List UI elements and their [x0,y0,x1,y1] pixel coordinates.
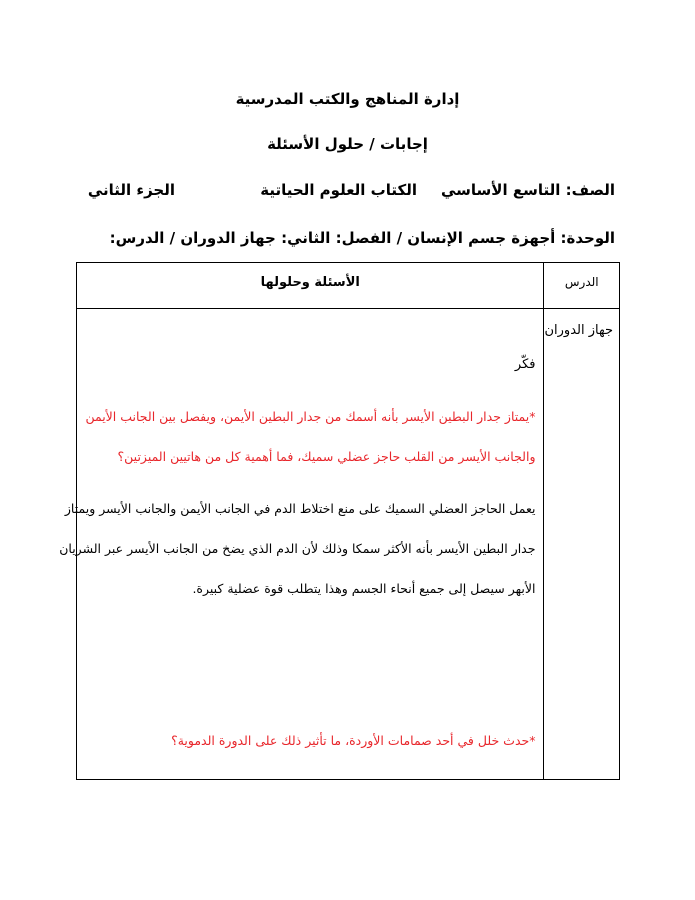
lesson-name-cell: جهاز الدوران [544,309,620,780]
question-1-line-2: والجانب الأيسر من القلب حاجز عضلي سميك، فما أهمية كل من هاتيين الميزتين؟ [117,449,536,464]
header-lesson-cell: الدرس [544,263,620,309]
book-label: الكتاب العلوم الحياتية [260,181,417,199]
grade-label: الصف: التاسع الأساسي [440,181,615,199]
qa-content-cell [59,309,544,780]
answer-1-line-2: جدار البطين الأيسر بأنه الأكثر سمكا وذلك لأن الدم الذي يضخ من الجانب الأيسر عبر الشريان [59,541,536,556]
question-1-line-1: *يمتاز جدار البطين الأيسر بأنه أسمك من جدار البطين الأيمن، ويفصل بين الجانب الأيمن [85,409,536,424]
answer-1-line-1: يعمل الحاجز العضلي السميك على منع اختلاط الدم في الجانب الأيمن والجانب الأيسر ويمتاز [64,501,536,516]
table-body-row [77,309,620,780]
think-label: فكّر [514,357,536,372]
page-subtitle: إجابات / حلول الأسئلة [267,135,428,153]
answer-1-line-3: الأبهر سيصل إلى جميع أنحاء الجسم وهذا يتطلب قوة عضلية كبيرة. [192,581,536,596]
unit-line: الوحدة: أجهزة جسم الإنسان / الفصل: الثاني: جهاز الدوران / الدرس: [109,229,615,247]
page-title: إدارة المناهج والكتب المدرسية [235,90,460,108]
header-qa-cell: الأسئلة وحلولها [77,263,544,309]
qa-table [59,262,620,780]
part-label: الجزء الثاني [87,181,175,199]
table-header-row [77,263,620,309]
question-2-line-1: *حدث خلل في أحد صمامات الأوردة، ما تأثير ذلك على الدورة الدموية؟ [171,733,536,748]
